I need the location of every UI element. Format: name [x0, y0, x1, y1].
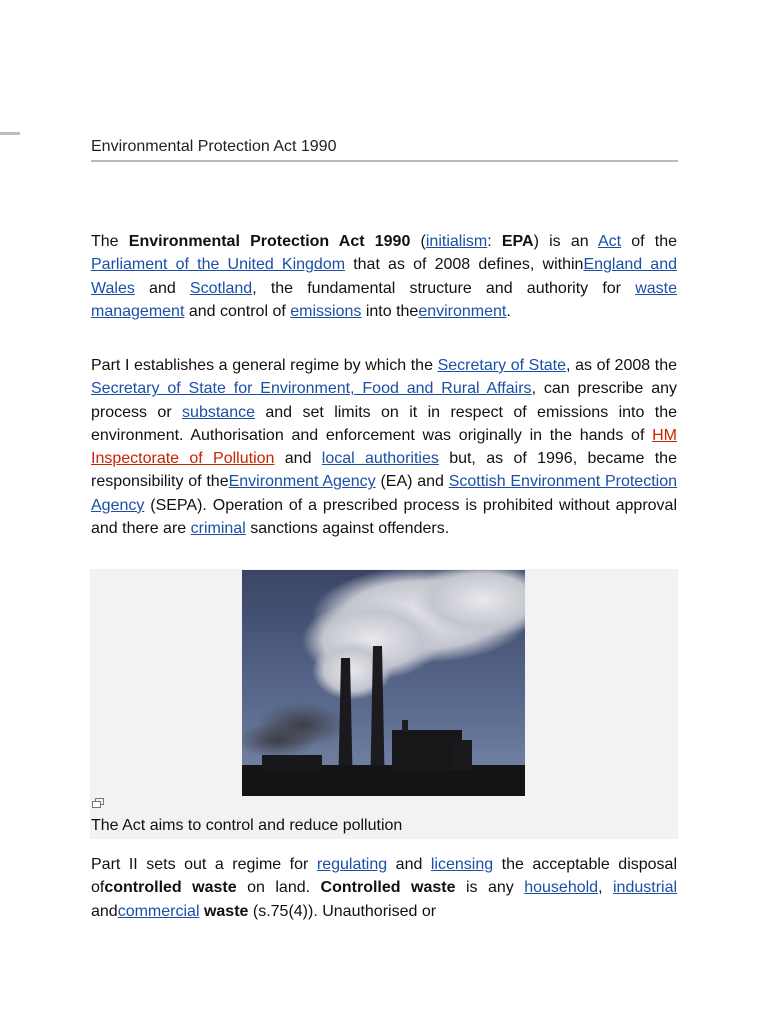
part-one-paragraph: Part I establishes a general regime by which the Secretary of State, as of 2008 the Secretary of State for Environment, Food and Rural Affairs, can prescribe any process or substance and set limits on it in respect of emissions into the environment. Authorisation and enforcement was originally in the hands of HM Inspectorate of Pollution and local authorities but, as of 1996, became the responsibility of theEnvironment Agency (EA) and Scottish Environment Protection Agency (SEPA). Operation of a prescribed process is prohibited without approval and there are criminal sanctions against offenders. — [91, 357, 678, 538]
part-two-paragraph: Part II sets out a regime for regulating and licensing the acceptable disposal ofcontrolled waste on land. Controlled waste is any household, industrial andcommercial waste (s.75(4)). Unauthorised or — [91, 856, 678, 920]
link-england-and-wales[interactable]: England and Wales — [91, 256, 678, 297]
link-industrial[interactable]: industrial — [613, 879, 678, 897]
link-secretary-of-state-defra[interactable]: Secretary of State for Environment, Food and Rural Affairs — [91, 380, 532, 398]
link-emissions[interactable]: emissions — [290, 302, 362, 320]
intro-paragraph: The Environmental Protection Act 1990 (initialism: EPA) is an Act of the Parliament of the United Kingdom that as of 2008 defines, withinEngland and Wales and Scotland, the fundamental structure and authority for waste management and control of emissions into theenvironment. — [91, 233, 678, 320]
link-sepa[interactable]: Scottish Environment Protection Agency — [91, 473, 677, 514]
link-environment-agency[interactable]: Environment Agency — [228, 473, 376, 491]
link-household[interactable]: household — [524, 879, 599, 897]
link-parliament[interactable]: Parliament of the United Kingdom — [91, 256, 346, 274]
link-waste-management[interactable]: waste management — [91, 279, 677, 320]
link-initialism[interactable]: initialism — [425, 233, 488, 250]
link-act[interactable]: Act — [597, 233, 622, 250]
link-criminal[interactable]: criminal — [190, 520, 246, 538]
document-title: Environmental Protection Act 1990 — [91, 138, 678, 162]
pollution-figure — [90, 569, 678, 839]
link-secretary-of-state[interactable]: Secretary of State — [437, 357, 567, 374]
link-regulating[interactable]: regulating — [316, 856, 388, 873]
smokestacks-photo[interactable] — [242, 570, 525, 796]
link-hm-inspectorate[interactable]: HM Inspectorate of Pollution — [91, 426, 677, 468]
page-margin-marker — [0, 132, 20, 135]
link-environment[interactable]: environment — [418, 302, 507, 320]
link-commercial[interactable]: commercial — [117, 902, 200, 920]
link-licensing[interactable]: licensing — [430, 856, 494, 873]
enlarge-icon[interactable] — [91, 797, 105, 809]
figure-caption: The Act aims to control and reduce pollution — [91, 817, 403, 834]
link-scotland[interactable]: Scotland — [189, 279, 253, 297]
link-substance[interactable]: substance — [182, 403, 255, 421]
link-local-authorities[interactable]: local authorities — [321, 450, 439, 468]
